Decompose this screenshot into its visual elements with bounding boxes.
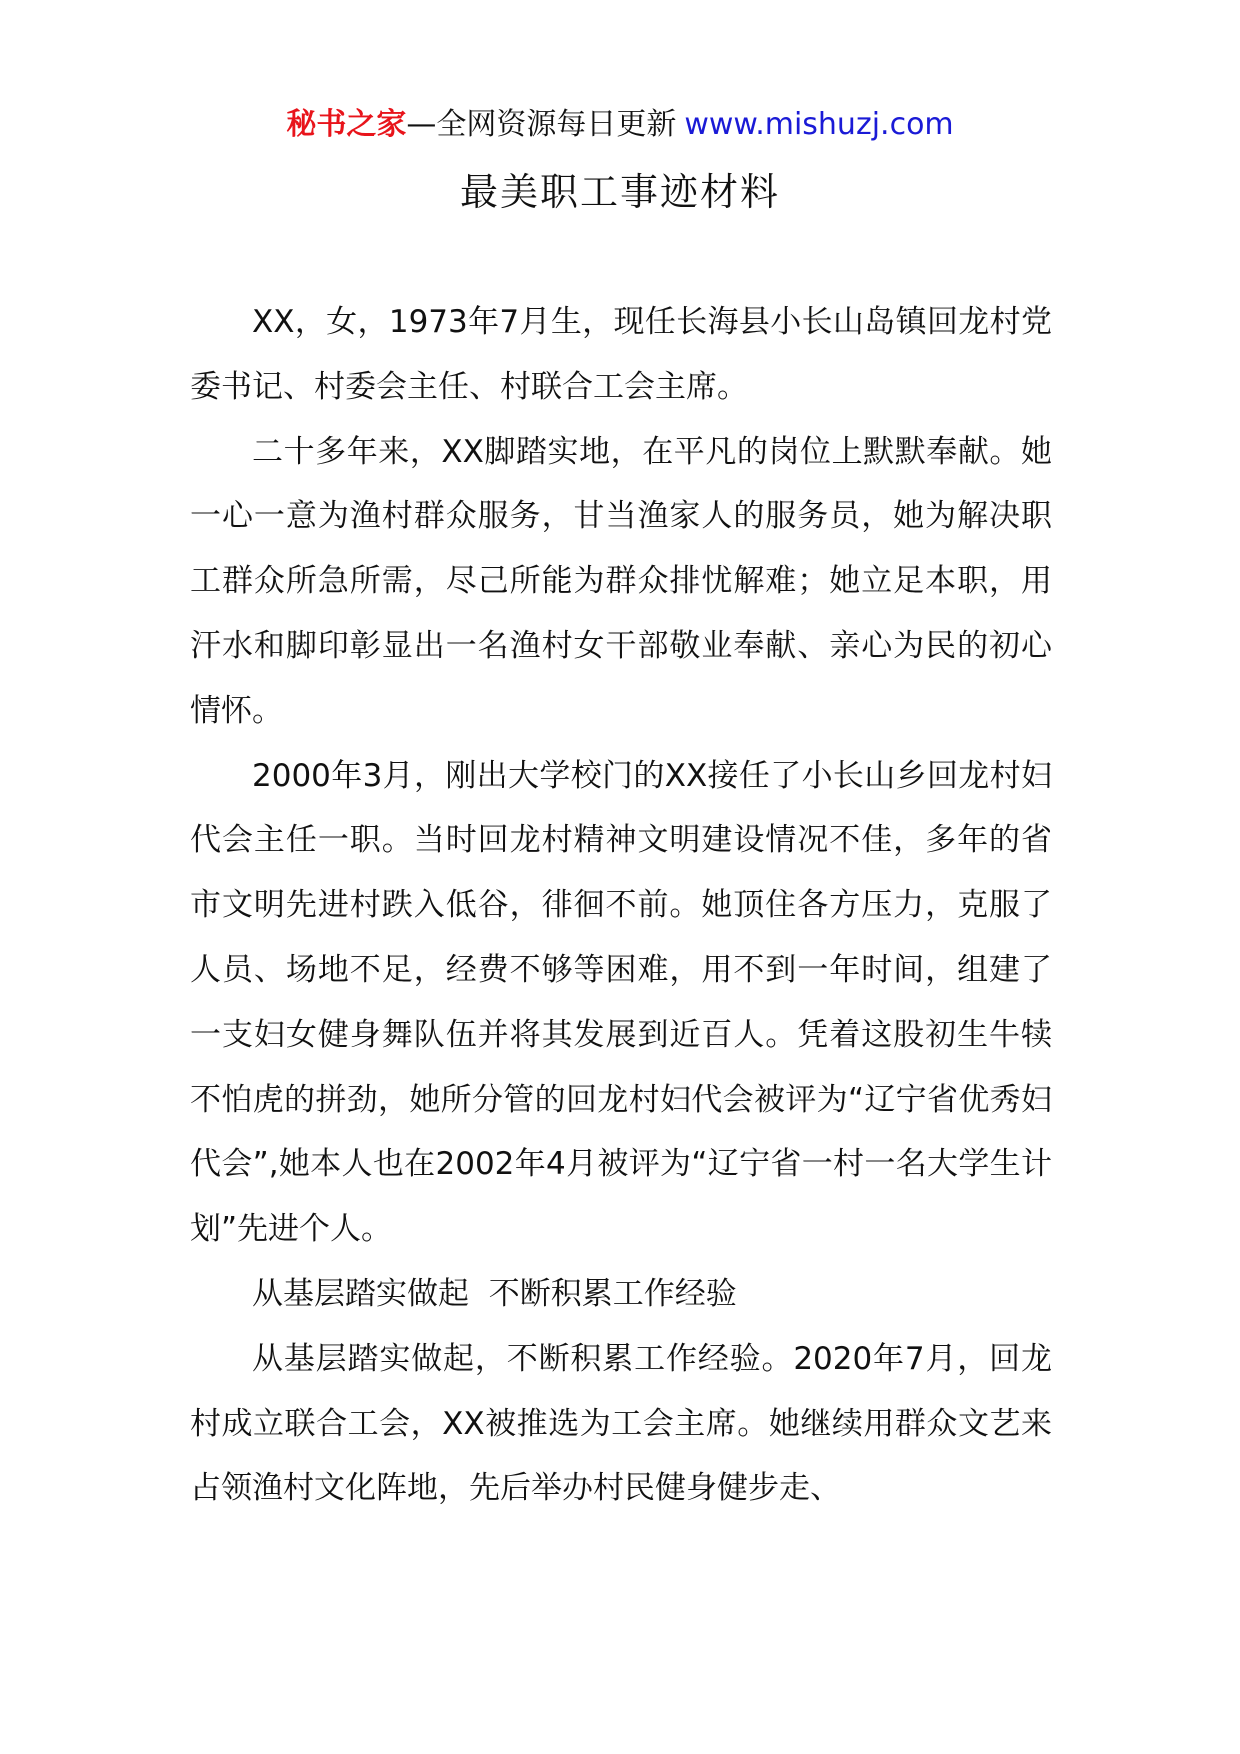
paragraph-union: 从基层踏实做起，不断积累工作经验。2020年7月，回龙村成立联合工会，XX被推选为工会主席。她继续用群众文艺来占领渔村文化阵地，先后举办村民健身健步走、 [190, 1340, 1052, 1507]
header-tagline: —全网资源每日更新 [406, 107, 677, 142]
paragraph-dedication: 二十多年来，XX脚踏实地，在平凡的岗位上默默奉献。她一心一意为渔村群众服务，甘当渔家人的服务员，她为解决职工群众所急所需，尽己所能为群众排忧解难；她立足本职，用汗水和脚印彰显出一名渔村女干部敬业奉献、亲心为民的初心情怀。 [190, 433, 1052, 729]
paragraph-intro: XX，女，1973年7月生，现任长海县小长山岛镇回龙村党委书记、村委会主任、村联合工会主席。 [190, 304, 1052, 405]
site-url-link[interactable]: www.mishuzj.com [684, 107, 954, 142]
section-heading: 从基层踏实做起 不断积累工作经验 [252, 1275, 737, 1312]
brand-name: 秘书之家 [286, 107, 407, 142]
document-body [190, 290, 1052, 1521]
site-header-banner [0, 100, 1240, 150]
paragraph-2000-history: 2000年3月，刚出大学校门的XX接任了小长山乡回龙村妇代会主任一职。当时回龙村精神文明建设情况不佳，多年的省市文明先进村跌入低谷，徘徊不前。她顶住各方压力，克服了人员、场地不足，经费不够等困难，用不到一年时间，组建了一支妇女健身舞队伍并将其发展到近百人。凭着这股初生牛犊不怕虎的拼劲，她所分管的回龙村妇代会被评为“辽宁省优秀妇代会”,她本人也在2002年4月被评为“辽宁省一村一名大学生计划”先进个人。 [190, 757, 1052, 1248]
document-title: 最美职工事迹材料 [459, 170, 780, 214]
